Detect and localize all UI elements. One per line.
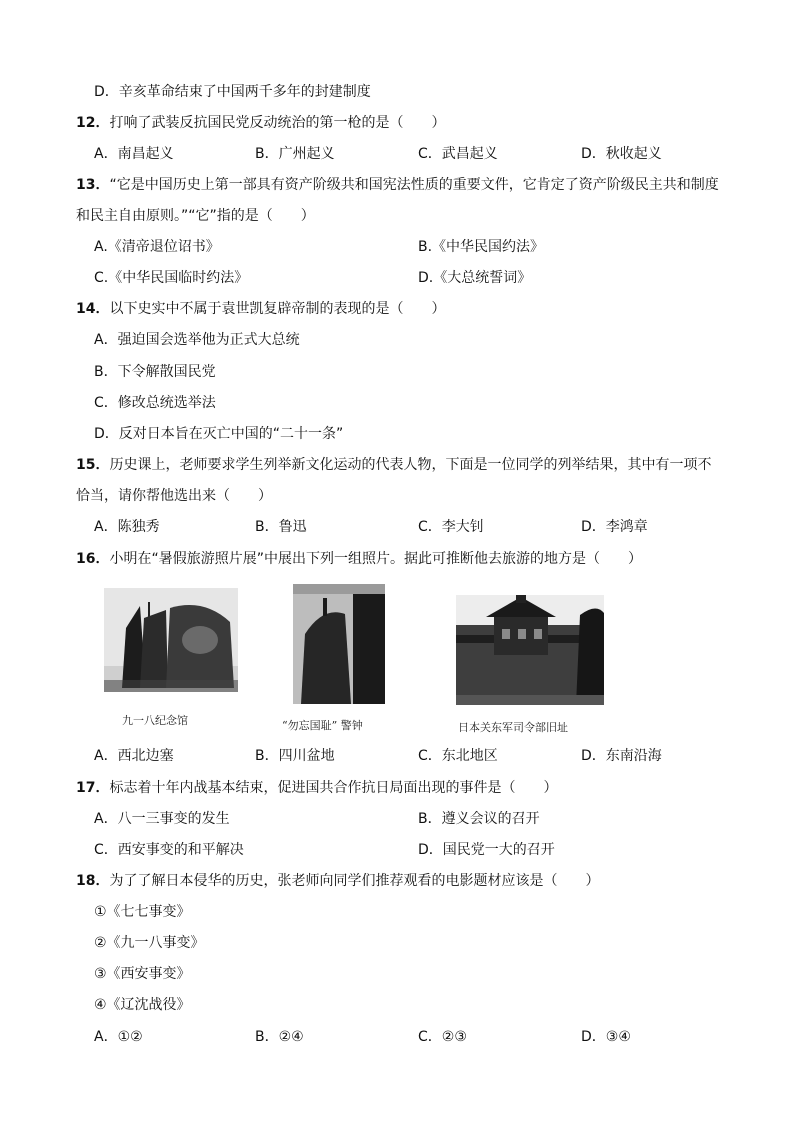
photo-alarm-bell bbox=[293, 584, 385, 704]
q15-stem-line1 bbox=[76, 455, 711, 475]
q13-stem-line2: 和民主自由原则。”“它”指的是（ ） bbox=[76, 208, 315, 224]
q12-option-d: D．秋收起义 bbox=[581, 146, 662, 162]
q14-stem-text: 以下史实中不属于袁世凯复辟帝制的表现的是（ ） bbox=[109, 301, 446, 317]
q17-number: 17． bbox=[76, 780, 110, 796]
q14-stem bbox=[76, 299, 445, 319]
q18-option-a: A．①② bbox=[94, 1029, 143, 1045]
q14-option-b: B．下令解散国民党 bbox=[94, 364, 216, 380]
q16-stem-text: 小明在“暑假旅游照片展”中展出下列一组照片。据此可推断他去旅游的地方是（ ） bbox=[109, 551, 642, 567]
q17-stem bbox=[76, 778, 557, 798]
caption-kwantung-army-hq: 日本关东军司令部旧址 bbox=[458, 721, 568, 734]
q16-option-c: C．东北地区 bbox=[418, 748, 498, 764]
photo-memorial-hall bbox=[104, 588, 238, 692]
q15-option-d: D．李鸿章 bbox=[581, 519, 648, 535]
q17-option-c: C．西安事变的和平解决 bbox=[94, 842, 244, 858]
q18-option-b: B．②④ bbox=[255, 1029, 304, 1045]
q18-number: 18． bbox=[76, 873, 110, 889]
q13-stem-line1 bbox=[76, 175, 719, 195]
q12-option-a: A．南昌起义 bbox=[94, 146, 174, 162]
q15-option-c: C．李大钊 bbox=[418, 519, 484, 535]
q17-option-d: D．国民党一大的召开 bbox=[418, 842, 555, 858]
q18-item-1: ①《七七事变》 bbox=[94, 904, 191, 920]
q13-option-a: A.《清帝退位诏书》 bbox=[94, 239, 220, 255]
q17-stem-text: 标志着十年内战基本结束，促进国共合作抗日局面出现的事件是（ ） bbox=[109, 780, 558, 796]
q12-number: 12． bbox=[76, 115, 110, 131]
q12-stem bbox=[76, 113, 445, 133]
q14-option-d: D．反对日本旨在灭亡中国的“二十一条” bbox=[94, 426, 344, 442]
q12-option-c: C．武昌起义 bbox=[418, 146, 498, 162]
q18-item-4: ④《辽沈战役》 bbox=[94, 997, 191, 1013]
q16-option-d: D．东南沿海 bbox=[581, 748, 662, 764]
q16-option-b: B．四川盆地 bbox=[255, 748, 335, 764]
caption-memorial-hall: 九一八纪念馆 bbox=[122, 714, 188, 727]
q18-option-d: D．③④ bbox=[581, 1029, 631, 1045]
q15-number: 15． bbox=[76, 457, 110, 473]
q16-stem bbox=[76, 549, 642, 569]
q12-stem-text: 打响了武装反抗国民党反动统治的第一枪的是（ ） bbox=[109, 115, 446, 131]
q16-number: 16． bbox=[76, 551, 110, 567]
q16-option-a: A．西北边塞 bbox=[94, 748, 174, 764]
photo-kwantung-army-hq bbox=[456, 595, 604, 705]
q13-option-b: B.《中华民国约法》 bbox=[418, 239, 545, 255]
q11-option-d: D．辛亥革命结束了中国两千多年的封建制度 bbox=[94, 84, 371, 100]
q13-option-c: C.《中华民国临时约法》 bbox=[94, 270, 249, 286]
q14-option-a: A．强迫国会选举他为正式大总统 bbox=[94, 332, 300, 348]
q13-stem-text1: “它是中国历史上第一部具有资产阶级共和国宪法性质的重要文件，它肯定了资产阶级民主共和制度 bbox=[109, 177, 719, 193]
q17-option-b: B．遵义会议的召开 bbox=[418, 811, 540, 827]
q15-stem-line2: 恰当，请你帮他选出来（ ） bbox=[76, 488, 272, 504]
q14-number: 14． bbox=[76, 301, 110, 317]
q13-option-d: D.《大总统誓词》 bbox=[418, 270, 532, 286]
q12-option-b: B．广州起义 bbox=[255, 146, 335, 162]
q18-stem bbox=[76, 871, 599, 891]
caption-alarm-bell: “勿忘国耻” 警钟 bbox=[282, 719, 363, 732]
q18-item-2: ②《九一八事变》 bbox=[94, 935, 205, 951]
q15-option-b: B．鲁迅 bbox=[255, 519, 307, 535]
q18-option-c: C．②③ bbox=[418, 1029, 467, 1045]
q17-option-a: A．八一三事变的发生 bbox=[94, 811, 230, 827]
q18-stem-text: 为了了解日本侵华的历史，张老师向同学们推荐观看的电影题材应该是（ ） bbox=[109, 873, 600, 889]
q15-stem-text1: 历史课上，老师要求学生列举新文化运动的代表人物，下面是一位同学的列举结果，其中有一项不 bbox=[109, 457, 712, 473]
q18-item-3: ③《西安事变》 bbox=[94, 966, 191, 982]
q15-option-a: A．陈独秀 bbox=[94, 519, 160, 535]
q13-number: 13． bbox=[76, 177, 110, 193]
q14-option-c: C．修改总统选举法 bbox=[94, 395, 216, 411]
